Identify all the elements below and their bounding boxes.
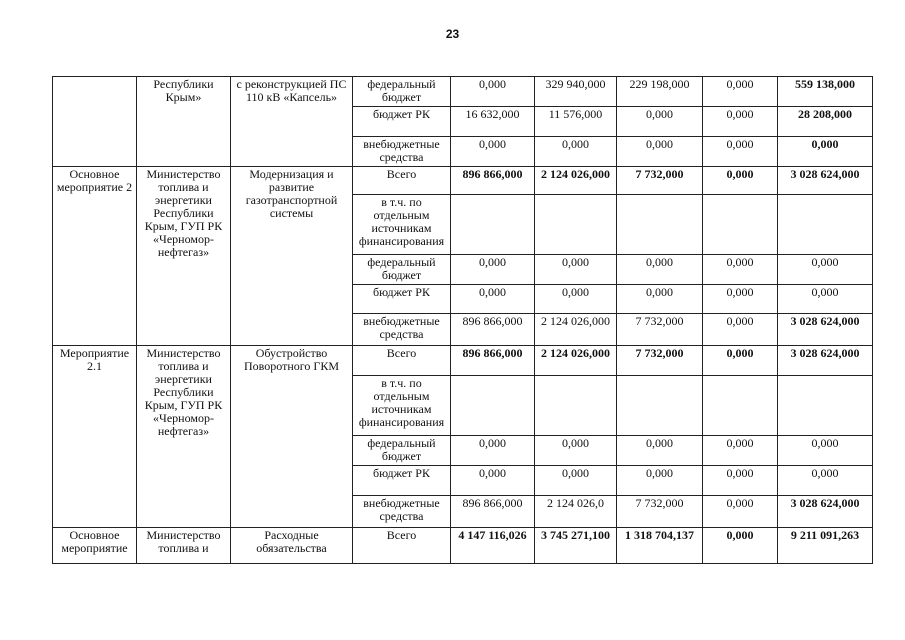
value-cell: 0,000: [535, 466, 617, 496]
executor-cell: Министерство топлива и энергетики Республики Крым, ГУП РК «Черномор-нефтегаз»: [137, 346, 231, 528]
value-cell: 2 124 026,0: [535, 496, 617, 528]
value-cell: 0,000: [703, 436, 778, 466]
source-cell: бюджет РК: [353, 285, 451, 314]
activity-cell: [53, 77, 137, 167]
description-cell: Модернизация и развитие газотранспортной системы: [231, 167, 353, 346]
value-cell: 2 124 026,000: [535, 167, 617, 195]
value-cell: 0,000: [703, 314, 778, 346]
value-cell: 0,000: [451, 466, 535, 496]
value-cell: 7 732,000: [617, 346, 703, 376]
source-cell: внебюджетные средства: [353, 314, 451, 346]
source-cell: бюджет РК: [353, 466, 451, 496]
value-cell: 896 866,000: [451, 496, 535, 528]
executor-cell: Министерство топлива и энергетики Республики Крым, ГУП РК «Черномор-нефтегаз»: [137, 167, 231, 346]
total-cell: 28 208,000: [778, 107, 873, 137]
value-cell: 0,000: [703, 528, 778, 564]
source-cell: внебюджетные средства: [353, 496, 451, 528]
value-cell: [617, 195, 703, 255]
source-cell: в т.ч. по отдельным источникам финансирования: [353, 195, 451, 255]
value-cell: 0,000: [703, 346, 778, 376]
value-cell: 896 866,000: [451, 346, 535, 376]
value-cell: 7 732,000: [617, 496, 703, 528]
value-cell: 229 198,000: [617, 77, 703, 107]
value-cell: 7 732,000: [617, 314, 703, 346]
total-cell: [778, 195, 873, 255]
value-cell: 896 866,000: [451, 314, 535, 346]
value-cell: 0,000: [703, 285, 778, 314]
executor-cell: Министерство топлива и: [137, 528, 231, 564]
value-cell: 0,000: [451, 255, 535, 285]
page-number: 23: [445, 27, 460, 41]
value-cell: 0,000: [617, 466, 703, 496]
value-cell: 0,000: [617, 436, 703, 466]
budget-table: [52, 76, 873, 564]
value-cell: 2 124 026,000: [535, 314, 617, 346]
value-cell: 7 732,000: [617, 167, 703, 195]
value-cell: 329 940,000: [535, 77, 617, 107]
description-cell: Обустройство Поворотного ГКМ: [231, 346, 353, 528]
value-cell: 0,000: [703, 77, 778, 107]
total-cell: 0,000: [778, 255, 873, 285]
value-cell: [535, 376, 617, 436]
total-cell: 3 028 624,000: [778, 496, 873, 528]
source-cell: федеральный бюджет: [353, 436, 451, 466]
value-cell: 0,000: [617, 285, 703, 314]
value-cell: 0,000: [451, 77, 535, 107]
value-cell: [703, 376, 778, 436]
activity-cell: Основное мероприятие 2: [53, 167, 137, 346]
total-cell: 3 028 624,000: [778, 167, 873, 195]
value-cell: 0,000: [535, 255, 617, 285]
value-cell: 0,000: [703, 167, 778, 195]
value-cell: 0,000: [703, 255, 778, 285]
value-cell: 3 745 271,100: [535, 528, 617, 564]
table-row: [53, 346, 873, 376]
value-cell: 0,000: [703, 466, 778, 496]
value-cell: [617, 376, 703, 436]
source-cell: в т.ч. по отдельным источникам финансирования: [353, 376, 451, 436]
table-row: [53, 528, 873, 564]
value-cell: 0,000: [703, 137, 778, 167]
source-cell: федеральный бюджет: [353, 255, 451, 285]
total-cell: 9 211 091,263: [778, 528, 873, 564]
value-cell: 0,000: [617, 107, 703, 137]
total-cell: 3 028 624,000: [778, 346, 873, 376]
total-cell: 0,000: [778, 285, 873, 314]
source-cell: Всего: [353, 346, 451, 376]
total-cell: 3 028 624,000: [778, 314, 873, 346]
value-cell: 0,000: [703, 496, 778, 528]
value-cell: 0,000: [451, 137, 535, 167]
activity-cell: Основное мероприятие: [53, 528, 137, 564]
total-cell: 0,000: [778, 137, 873, 167]
total-cell: 559 138,000: [778, 77, 873, 107]
value-cell: 0,000: [703, 107, 778, 137]
value-cell: [451, 195, 535, 255]
source-cell: федеральный бюджет: [353, 77, 451, 107]
value-cell: 0,000: [617, 255, 703, 285]
total-cell: 0,000: [778, 466, 873, 496]
value-cell: 11 576,000: [535, 107, 617, 137]
source-cell: внебюджетные средства: [353, 137, 451, 167]
executor-cell: Республики Крым»: [137, 77, 231, 167]
value-cell: 0,000: [451, 436, 535, 466]
value-cell: 0,000: [535, 137, 617, 167]
value-cell: 2 124 026,000: [535, 346, 617, 376]
value-cell: 0,000: [535, 436, 617, 466]
source-cell: бюджет РК: [353, 107, 451, 137]
value-cell: 0,000: [617, 137, 703, 167]
value-cell: 1 318 704,137: [617, 528, 703, 564]
table-row: [53, 77, 873, 107]
activity-cell: Мероприятие 2.1: [53, 346, 137, 528]
total-cell: 0,000: [778, 436, 873, 466]
value-cell: 896 866,000: [451, 167, 535, 195]
table-row: [53, 167, 873, 195]
value-cell: [535, 195, 617, 255]
total-cell: [778, 376, 873, 436]
description-cell: с реконструкцией ПС 110 кВ «Капсель»: [231, 77, 353, 167]
value-cell: [703, 195, 778, 255]
source-cell: Всего: [353, 528, 451, 564]
description-cell: Расходные обязательства: [231, 528, 353, 564]
value-cell: 16 632,000: [451, 107, 535, 137]
value-cell: 4 147 116,026: [451, 528, 535, 564]
value-cell: 0,000: [451, 285, 535, 314]
source-cell: Всего: [353, 167, 451, 195]
value-cell: [451, 376, 535, 436]
value-cell: 0,000: [535, 285, 617, 314]
